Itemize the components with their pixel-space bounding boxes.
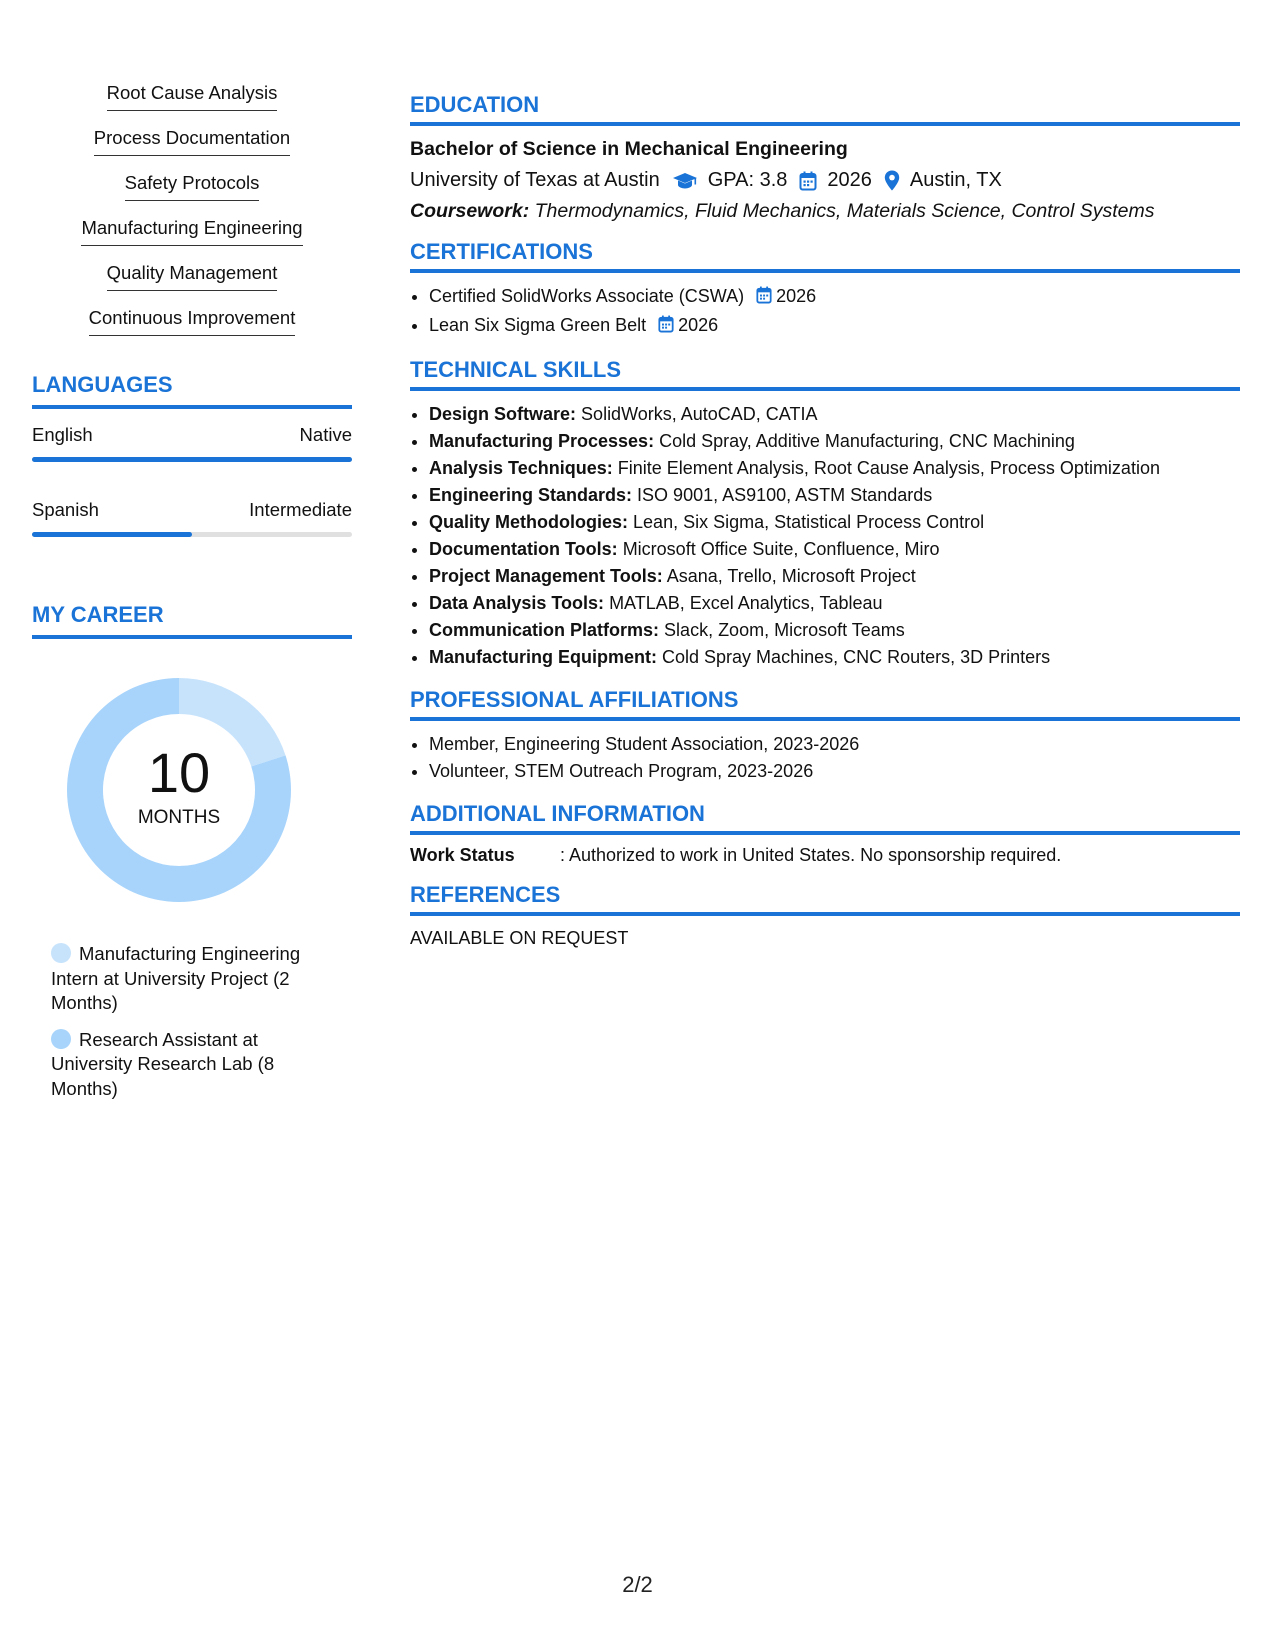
language-level: Intermediate <box>249 499 352 520</box>
list-item <box>429 536 1240 563</box>
career-section <box>32 602 352 1099</box>
calendar-icon <box>756 285 772 312</box>
work-status-row <box>410 845 1240 866</box>
career-total: 10 <box>147 741 211 804</box>
education-section <box>410 92 1240 223</box>
school-name: University of Texas at Austin <box>410 169 660 191</box>
legend-dot <box>51 1029 71 1049</box>
skill-values: MATLAB, Excel Analytics, Tableau <box>609 593 883 613</box>
list-item <box>429 590 1240 617</box>
technical-skills-section <box>410 357 1240 671</box>
skill-category: Design Software: <box>429 404 577 424</box>
skill-category: Quality Methodologies: <box>429 512 629 532</box>
language-name: Spanish <box>32 499 99 520</box>
references-section <box>410 882 1240 949</box>
skill-category: Engineering Standards: <box>429 485 633 505</box>
skill-category: Project Management Tools: <box>429 566 663 586</box>
certification-name: Certified SolidWorks Associate (CSWA) <box>429 286 745 306</box>
list-item <box>429 401 1240 428</box>
legend-label: Manufacturing Engineering Intern at University Project (2 Months) <box>51 943 301 1013</box>
skill-tag: Safety Protocols <box>125 170 260 201</box>
calendar-icon <box>658 314 674 341</box>
skill-values: Cold Spray, Additive Manufacturing, CNC Machining <box>659 431 1075 451</box>
donut-center <box>67 678 291 902</box>
affiliations-section <box>410 687 1240 785</box>
languages-section <box>32 372 352 537</box>
language-proficiency-bar <box>32 457 352 462</box>
skill-values: SolidWorks, AutoCAD, CATIA <box>581 404 818 424</box>
location-pin-icon <box>884 170 900 191</box>
skill-tag: Process Documentation <box>94 125 290 156</box>
skill-category: Manufacturing Processes: <box>429 431 655 451</box>
main-content <box>410 92 1240 965</box>
references-text: AVAILABLE ON REQUEST <box>410 928 629 948</box>
degree-title: Bachelor of Science in Mechanical Engineering <box>410 138 848 160</box>
coursework <box>410 200 1240 223</box>
language-item <box>32 424 352 462</box>
calendar-icon <box>799 171 817 191</box>
section-heading: ADDITIONAL INFORMATION <box>410 801 1240 835</box>
list-item <box>429 563 1240 590</box>
list-item <box>429 455 1240 482</box>
list-item <box>429 617 1240 644</box>
list-item: • Member, Engineering Student Association, 2023-2026 <box>429 731 1240 758</box>
language-proficiency-fill <box>32 457 352 462</box>
graduation-year: 2026 <box>827 169 872 191</box>
career-unit: MONTHS <box>137 807 221 828</box>
legend-label: Research Assistant at University Research Lab (8 Months) <box>51 1028 275 1099</box>
skill-values: Microsoft Office Suite, Confluence, Miro <box>622 539 940 559</box>
language-level: Native <box>299 424 352 445</box>
skill-category: Manufacturing Equipment: <box>429 647 657 667</box>
certification-name: Lean Six Sigma Green Belt <box>429 315 647 335</box>
skill-values: Lean, Six Sigma, Statistical Process Control <box>633 512 985 532</box>
list-item <box>429 482 1240 509</box>
career-donut-chart <box>67 678 291 902</box>
sidebar <box>32 80 352 350</box>
graduation-cap-icon <box>672 171 698 191</box>
language-proficiency-bar <box>32 532 352 537</box>
skill-category: Analysis Techniques: <box>429 458 613 478</box>
skill-tag: Continuous Improvement <box>89 305 296 336</box>
list-item <box>429 283 1240 312</box>
education-location: Austin, TX <box>909 169 1002 191</box>
languages-heading: LANGUAGES <box>32 372 352 409</box>
additional-info-section <box>410 801 1240 866</box>
list-item <box>429 428 1240 455</box>
affiliations-list <box>410 731 1240 785</box>
legend-item <box>51 942 331 1016</box>
certification-year: 2026 <box>776 286 817 306</box>
skill-values: Slack, Zoom, Microsoft Teams <box>664 620 905 640</box>
technical-skills-list <box>410 401 1240 671</box>
work-status-value: : Authorized to work in United States. No sponsorship required. <box>560 845 1062 865</box>
career-legend <box>51 942 331 1113</box>
skill-values: Cold Spray Machines, CNC Routers, 3D Printers <box>662 647 1051 667</box>
skill-tag: Quality Management <box>107 260 278 291</box>
section-heading: PROFESSIONAL AFFILIATIONS <box>410 687 1240 721</box>
work-status-label: Work Status <box>410 845 515 865</box>
gpa: GPA: 3.8 <box>707 169 788 191</box>
section-heading: CERTIFICATIONS <box>410 239 1240 273</box>
skill-tag: Root Cause Analysis <box>107 80 278 111</box>
skill-values: Asana, Trello, Microsoft Project <box>666 566 916 586</box>
skill-tag: Manufacturing Engineering <box>81 215 302 246</box>
coursework-label: Coursework: <box>410 200 530 222</box>
skill-values: Finite Element Analysis, Root Cause Analysis, Process Optimization <box>617 458 1160 478</box>
skill-category: Documentation Tools: <box>429 539 618 559</box>
certifications-section <box>410 239 1240 341</box>
list-item <box>429 312 1240 341</box>
skill-category: Data Analysis Tools: <box>429 593 605 613</box>
section-heading: REFERENCES <box>410 882 1240 916</box>
skill-values: ISO 9001, AS9100, ASTM Standards <box>637 485 933 505</box>
language-proficiency-fill <box>32 532 192 537</box>
education-meta <box>410 169 1240 192</box>
certifications-list <box>410 283 1240 341</box>
list-item <box>429 509 1240 536</box>
language-name: English <box>32 424 93 445</box>
certification-year: 2026 <box>678 315 719 335</box>
coursework-list: Thermodynamics, Fluid Mechanics, Materials Science, Control Systems <box>534 200 1155 222</box>
legend-item <box>51 1028 331 1102</box>
section-heading: TECHNICAL SKILLS <box>410 357 1240 391</box>
section-heading: EDUCATION <box>410 92 1240 126</box>
list-item <box>429 644 1240 671</box>
language-item <box>32 499 352 537</box>
legend-dot <box>51 943 71 963</box>
skill-tags <box>32 80 352 350</box>
page-number: 2/2 <box>622 1572 653 1597</box>
skill-category: Communication Platforms: <box>429 620 660 640</box>
career-heading: MY CAREER <box>32 602 352 639</box>
list-item: • Volunteer, STEM Outreach Program, 2023-2026 <box>429 758 1240 785</box>
